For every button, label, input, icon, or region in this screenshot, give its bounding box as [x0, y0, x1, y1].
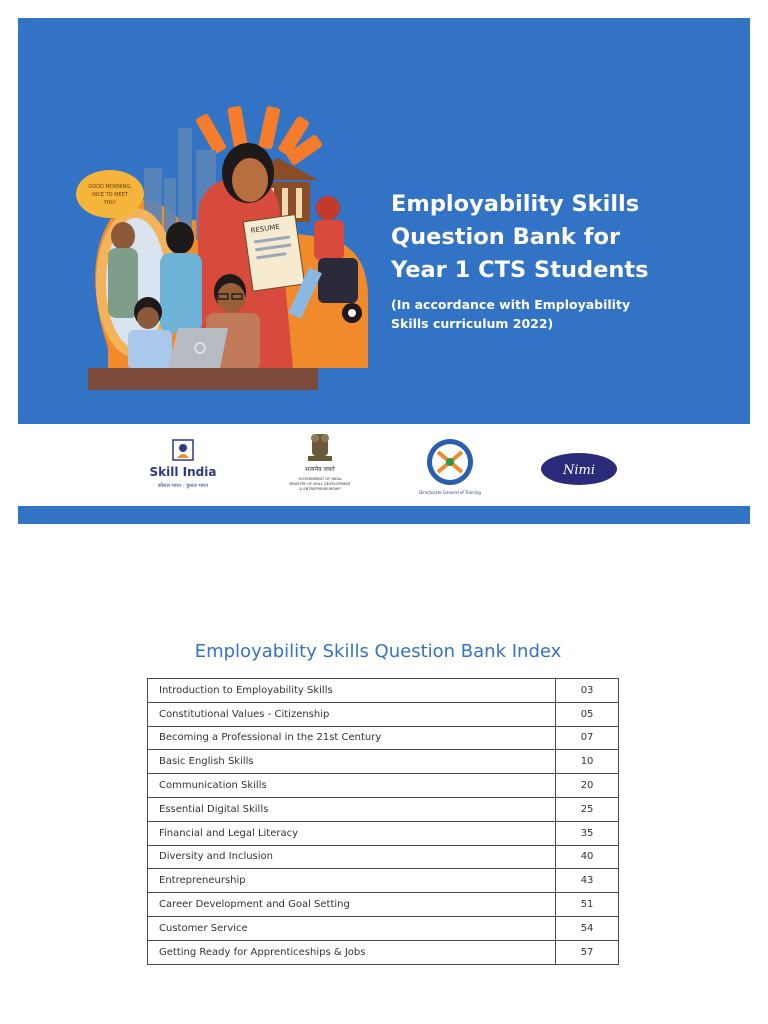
index-page-number: 57	[556, 940, 619, 964]
index-row	[148, 750, 619, 774]
index-page-number: 35	[556, 821, 619, 845]
cover-banner	[18, 18, 750, 424]
index-topic: Constitutional Values - Citizenship	[148, 702, 556, 726]
speech-bubble-line: NICE TO MEET	[92, 192, 128, 198]
index-topic: Getting Ready for Apprenticeships & Jobs	[148, 940, 556, 964]
nimi-name: Nimi	[562, 463, 596, 478]
index-page-number: 40	[556, 845, 619, 869]
index-row	[148, 821, 619, 845]
index-row	[148, 940, 619, 964]
cover-illustration	[68, 98, 388, 398]
logo-strip	[18, 424, 750, 506]
skill-india-logo	[148, 438, 218, 492]
index-topic: Entrepreneurship	[148, 869, 556, 893]
index-page-number: 51	[556, 893, 619, 917]
cover-bottom-bar	[18, 506, 750, 524]
index-page-number: 20	[556, 774, 619, 798]
index-page-number: 10	[556, 750, 619, 774]
resume-label: RESUME	[250, 222, 281, 235]
goi-emblem-logo	[280, 430, 360, 500]
goi-line: MINISTRY OF SKILL DEVELOPMENT	[289, 482, 351, 486]
speech-bubble-line: YOU!	[103, 200, 117, 206]
dgt-name: Directorate General of Training	[419, 490, 481, 495]
speech-bubble-line: GOOD MORNING,	[88, 184, 132, 190]
index-page-number: 03	[556, 679, 619, 703]
index-topic: Essential Digital Skills	[148, 797, 556, 821]
index-page-number: 54	[556, 916, 619, 940]
index-row	[148, 679, 619, 703]
index-topic: Communication Skills	[148, 774, 556, 798]
index-topic: Financial and Legal Literacy	[148, 821, 556, 845]
index-topic: Customer Service	[148, 916, 556, 940]
index-row	[148, 774, 619, 798]
dgt-logo	[418, 436, 482, 498]
index-page-number: 43	[556, 869, 619, 893]
cover-title-line: Year 1 CTS Students	[391, 257, 649, 283]
index-row	[148, 893, 619, 917]
index-row	[148, 797, 619, 821]
cover-subtitle-line: Skills curriculum 2022)	[391, 316, 554, 331]
index-row	[148, 845, 619, 869]
index-page-number: 07	[556, 726, 619, 750]
index-topic: Basic English Skills	[148, 750, 556, 774]
index-page-number: 05	[556, 702, 619, 726]
cover-title-line: Question Bank for	[391, 224, 621, 250]
goi-line: & ENTREPRENEURSHIP	[299, 487, 341, 491]
cover-title-line: Employability Skills	[391, 191, 640, 217]
nimi-logo	[540, 452, 618, 486]
index-row	[148, 869, 619, 893]
index-page-number: 25	[556, 797, 619, 821]
index-topic: Introduction to Employability Skills	[148, 679, 556, 703]
index-topic: Diversity and Inclusion	[148, 845, 556, 869]
goi-line: GOVERNMENT OF INDIA	[298, 477, 342, 481]
index-row	[148, 702, 619, 726]
skill-india-name: Skill India	[149, 465, 217, 479]
skill-india-tagline: कौशल भारत - कुशल भारत	[157, 483, 209, 489]
cover-subtitle	[391, 295, 691, 333]
cover-title-block	[391, 188, 691, 333]
index-row	[148, 916, 619, 940]
index-topic: Career Development and Goal Setting	[148, 893, 556, 917]
cover-subtitle-line: (In accordance with Employability	[391, 297, 631, 312]
index-topic: Becoming a Professional in the 21st Century	[148, 726, 556, 750]
index-title: Employability Skills Question Bank Index	[194, 641, 562, 662]
index-row	[148, 726, 619, 750]
index-table	[147, 678, 619, 965]
goi-motto: सत्यमेव जयते	[305, 466, 335, 473]
